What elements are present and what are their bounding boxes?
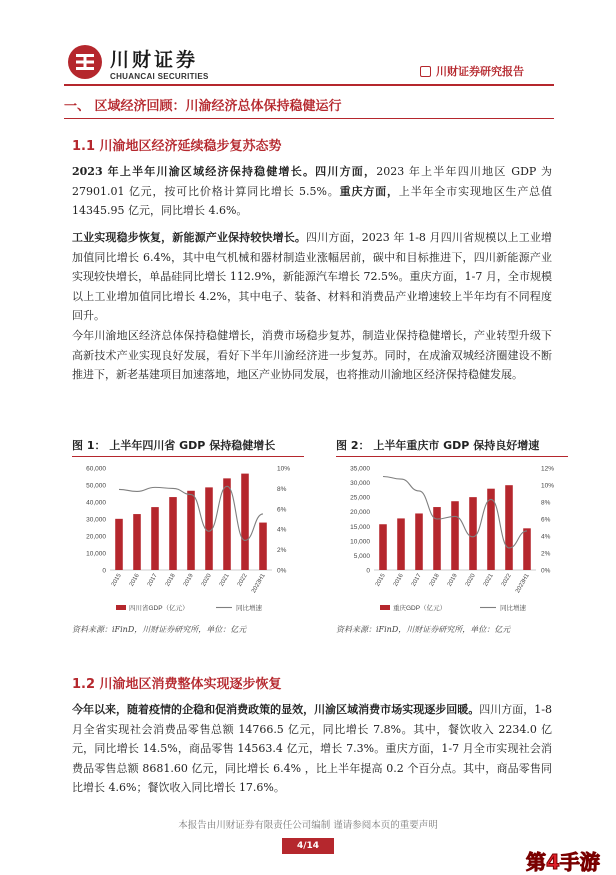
gdp-bar <box>379 524 387 570</box>
figure-1-source: 资料来源：iFinD，川财证券研究所，单位：亿元 <box>72 625 247 634</box>
gdp-bar <box>469 497 477 570</box>
header-divider <box>64 84 554 86</box>
x-axis-tick-label: 2019 <box>182 573 195 588</box>
company-name-en: CHUANCAI SECURITIES <box>110 72 209 81</box>
legend-bar-label: 四川省GDP（亿元） <box>129 605 189 612</box>
figure-1-divider <box>72 456 304 457</box>
x-axis-tick-label: 2017 <box>146 573 159 588</box>
figure-2-source: 资料来源：iFinD，川财证券研究所，单位：亿元 <box>336 625 511 634</box>
figure-2-divider <box>336 456 568 457</box>
left-axis-tick-label: 10,000 <box>350 538 370 546</box>
paragraph-2-text: 四川方面，2023 年 1-8 月四川省规模以上工业增加值同比增长 6.4%，其中电气机械和器材制造业涨幅居前，碳中和目标推进下，四川新能源产业实现较快增长，单晶硅同比增长 112.9%，新能源汽车增长 72.5%。重庆方面，1-7 月，全市规模以上工业增加值同比增长 4.2%，其中电子、装备、材料和消费品产业增速较上半年均有不同程度回升。 <box>72 231 552 322</box>
x-axis-tick-label: 2022 <box>236 573 249 588</box>
company-logo-icon <box>68 45 102 79</box>
right-axis-tick-label: 6% <box>277 506 287 514</box>
left-axis-tick-label: 50,000 <box>86 482 106 490</box>
legend-bar-swatch <box>380 605 390 610</box>
right-axis-tick-label: 8% <box>541 499 551 507</box>
subsection-1-2-title: 1.2 川渝地区消费整体实现逐步恢复 <box>72 677 282 692</box>
left-axis-tick-label: 30,000 <box>350 480 370 488</box>
left-axis-tick-label: 20,000 <box>86 533 106 541</box>
paragraph-1 <box>72 162 552 221</box>
right-axis-tick-label: 0% <box>277 567 287 575</box>
paragraph-2-lead: 工业实现稳步恢复，新能源产业保持较快增长。 <box>72 231 307 244</box>
company-name-cn: 川财证券 <box>110 49 199 71</box>
gdp-bar <box>133 514 141 570</box>
paragraph-4 <box>72 700 552 798</box>
paragraph-1-lead2: 重庆方面， <box>339 184 399 198</box>
x-axis-tick-label: 2023H1 <box>251 573 267 595</box>
paragraph-4-text: 四川方面，1-8 月全省实现社会消费品零售总额 14766.5 亿元，同比增长 7.8%。其中，餐饮收入 2234.0 亿元，同比增长 14.5%，商品零售 14563.4 亿元，增长 7.3%。重庆方面，1-7 月全市实现社会消费品零售总额 8681.60 亿元，同比增长 6.4% ，比上半年提高 0.2 个百分点。其中，商品零售同比增长 4.6%；餐饮收入同比增长 17.6%。 <box>72 703 552 794</box>
x-axis-tick-label: 2015 <box>110 573 123 588</box>
left-axis-tick-label: 40,000 <box>86 499 106 507</box>
gdp-bar <box>451 501 459 570</box>
figure-2-title: 图 2： 上半年重庆市 GDP 保持良好增速 <box>336 439 540 452</box>
gdp-bar <box>397 518 405 570</box>
section-divider <box>64 118 554 119</box>
paragraph-1-lead: 2023 年上半年川渝区域经济保持稳健增长。四川方面， <box>72 165 377 178</box>
footer-disclaimer: 本报告由川财证券有限责任公司编制 谨请参阅本页的重要声明 <box>178 820 438 831</box>
right-axis-tick-label: 2% <box>541 550 551 558</box>
legend-line-label: 同比增速 <box>236 605 262 612</box>
gdp-bar <box>151 507 159 570</box>
left-axis-tick-label: 15,000 <box>350 523 370 531</box>
gdp-bar <box>241 474 249 570</box>
paragraph-1-text2: 上半年全市实现地区生产总值 14345.95 亿元，同比增长 4.6%。 <box>72 184 553 217</box>
gdp-bar <box>169 497 177 570</box>
figure-1-title: 图 1： 上半年四川省 GDP 保持稳健增长 <box>72 439 276 452</box>
paragraph-3-text: 今年川渝地区经济总体保持稳健增长，消费市场稳步复苏，制造业保持稳健增长，产业转型升级下高新技术产业实现良好发展，看好下半年川渝经济进一步复苏。同时，在成渝双城经济圈建设不断推进下，新老基建项目加速落地，地区产业协同发展，也将推动川渝地区经济保持稳健发展。 <box>72 329 552 381</box>
x-axis-tick-label: 2018 <box>164 573 177 588</box>
x-axis-tick-label: 2015 <box>374 573 387 588</box>
paragraph-4-lead: 今年以来，随着疫情的企稳和促消费政策的显效，川渝区域消费市场实现逐步回暖。 <box>72 703 480 716</box>
left-axis-tick-label: 0 <box>102 567 106 575</box>
x-axis-tick-label: 2023H1 <box>515 573 531 595</box>
report-tag-icon <box>420 66 431 77</box>
paragraph-2 <box>72 228 552 326</box>
x-axis-tick-label: 2021 <box>218 573 231 588</box>
left-axis-tick-label: 25,000 <box>350 494 370 502</box>
x-axis-tick-label: 2020 <box>200 573 213 588</box>
x-axis-tick-label: 2020 <box>464 573 477 588</box>
page-number: 4/14 <box>282 838 334 854</box>
right-axis-tick-label: 12% <box>541 465 555 473</box>
right-axis-tick-label: 4% <box>541 533 551 541</box>
x-axis-tick-label: 2016 <box>128 573 141 588</box>
right-axis-tick-label: 2% <box>277 547 287 555</box>
right-axis-tick-label: 6% <box>541 516 551 524</box>
left-axis-tick-label: 30,000 <box>86 516 106 524</box>
x-axis-tick-label: 2018 <box>428 573 441 588</box>
legend-bar-swatch <box>116 605 126 610</box>
left-axis-tick-label: 20,000 <box>350 509 370 517</box>
left-axis-tick-label: 60,000 <box>86 465 106 473</box>
gdp-bar <box>433 507 441 570</box>
report-tag-label: 川财证券研究报告 <box>436 65 524 78</box>
watermark-logo: 第4手游 <box>526 850 600 874</box>
paragraph-1-text1: 2023 年上半年四川地区 GDP 为 27901.01 亿元，按可比价格计算同比增长 5.5%。 <box>72 165 552 198</box>
legend-bar-label: 重庆GDP（亿元） <box>393 605 447 612</box>
gdp-bar <box>187 491 195 570</box>
right-axis-tick-label: 0% <box>541 567 551 575</box>
right-axis-tick-label: 8% <box>277 485 287 493</box>
left-axis-tick-label: 35,000 <box>350 465 370 473</box>
x-axis-tick-label: 2019 <box>446 573 459 588</box>
x-axis-tick-label: 2017 <box>410 573 423 588</box>
paragraph-3 <box>72 326 552 385</box>
figure-2-chart <box>330 460 576 620</box>
left-axis-tick-label: 10,000 <box>86 550 106 558</box>
figure-1-chart <box>66 460 312 620</box>
x-axis-tick-label: 2016 <box>392 573 405 588</box>
x-axis-tick-label: 2021 <box>482 573 495 588</box>
gdp-bar <box>115 519 123 570</box>
right-axis-tick-label: 10% <box>541 482 555 490</box>
subsection-1-1-title: 1.1 川渝地区经济延续稳步复苏态势 <box>72 139 282 154</box>
right-axis-tick-label: 4% <box>277 526 287 534</box>
legend-line-label: 同比增速 <box>500 605 526 612</box>
gdp-bar <box>415 513 423 570</box>
gdp-bar <box>259 523 267 570</box>
report-tag <box>420 63 524 79</box>
gdp-bar <box>223 478 231 570</box>
right-axis-tick-label: 10% <box>277 465 291 473</box>
gdp-bar <box>505 485 513 570</box>
gdp-bar <box>523 528 531 570</box>
gdp-bar <box>205 487 213 570</box>
section-title: 一、 区域经济回顾：川渝经济总体保持稳健运行 <box>64 99 342 114</box>
left-axis-tick-label: 0 <box>366 567 370 575</box>
left-axis-tick-label: 5,000 <box>353 552 370 560</box>
x-axis-tick-label: 2022 <box>500 573 513 588</box>
